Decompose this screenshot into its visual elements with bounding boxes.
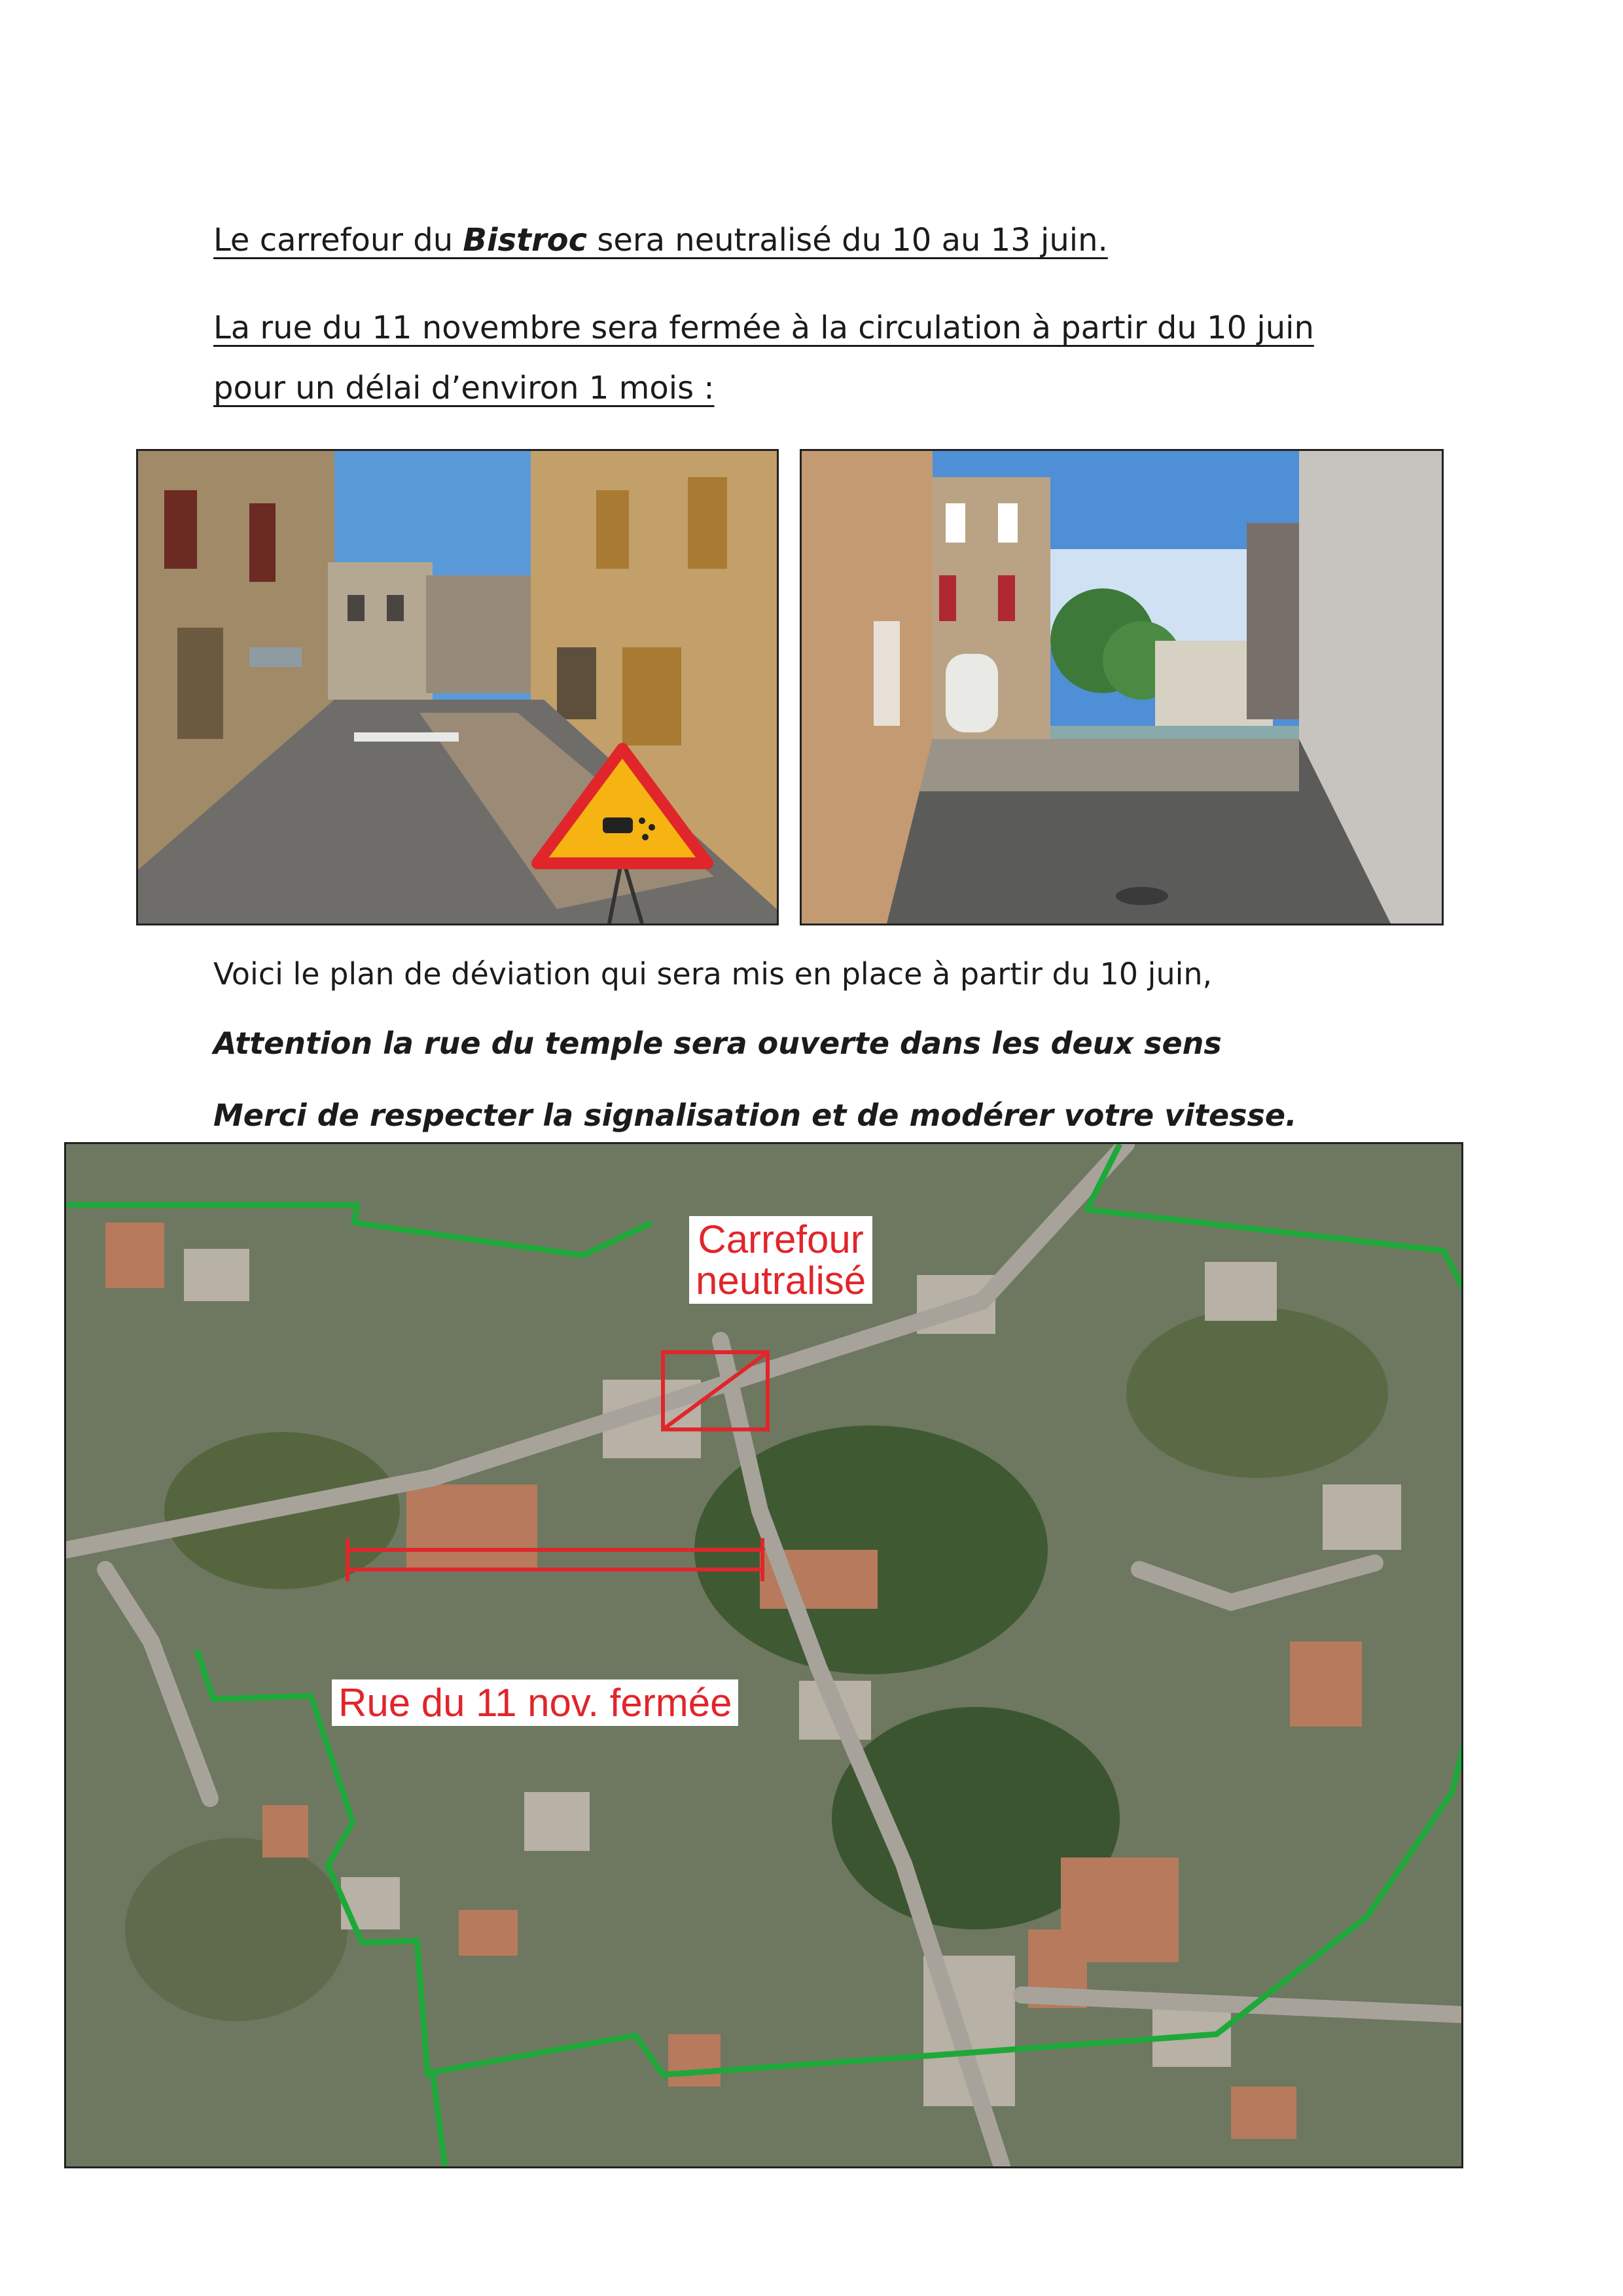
header-line-1: Le carrefour du Bistroc sera neutralisé du 10 au 13 juin. xyxy=(213,222,1108,259)
deviation-text: Voici le plan de déviation qui sera mis en place à partir du 10 juin, xyxy=(213,956,1213,992)
deviation-map xyxy=(64,1142,1463,2168)
street-photo-left xyxy=(136,449,779,925)
map-label-rue-fermee: Rue du 11 nov. fermée xyxy=(332,1679,738,1726)
request-text: Merci de respecter la signalisation et de modérer votre vitesse. xyxy=(213,1098,1297,1133)
map-label-carrefour: Carrefour neutralisé xyxy=(689,1216,872,1304)
warning-text: Attention la rue du temple sera ouverte dans les deux sens xyxy=(213,1026,1222,1061)
street-photo-right xyxy=(800,449,1444,925)
header-line-3: pour un délai d’environ 1 mois : xyxy=(213,370,715,406)
header-line-2: La rue du 11 novembre sera fermée à la circulation à partir du 10 juin xyxy=(213,310,1314,346)
bistroc-name: Bistroc xyxy=(463,222,588,259)
